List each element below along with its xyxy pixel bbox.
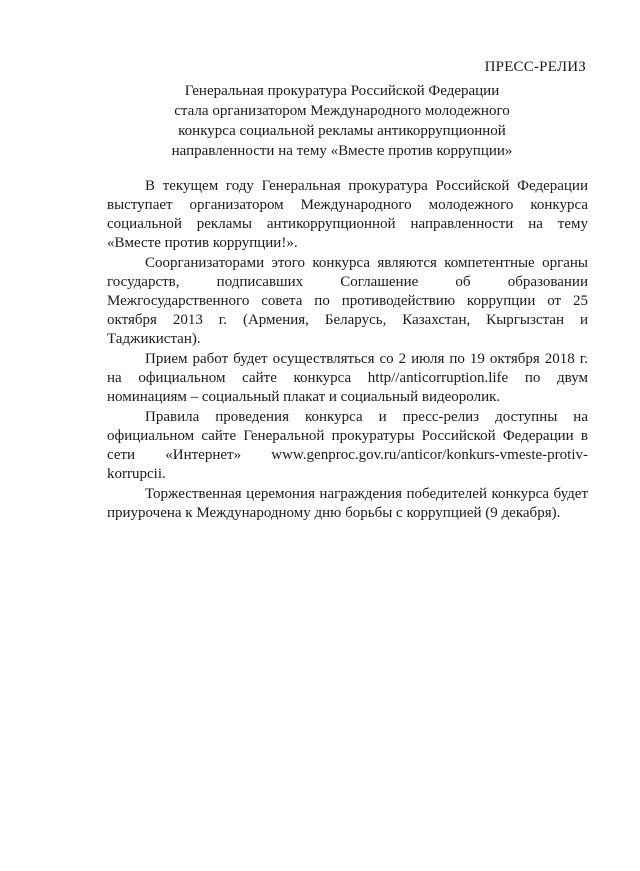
title-line: направленности на тему «Вместе против коррупции» [171,143,513,159]
paragraph-submission: Прием работ будет осуществляться со 2 июля по 19 октября 2018 г. на официальном сайте конкурса http//anticorruption.life по двум номинациям – социальный плакат и социальный видеоролик. [107,351,588,405]
document-body [107,177,588,523]
paragraph-organizer: В текущем году Генеральная прокуратура Российской Федерации выступает организатором Международного молодежного конкурса социальной рекламы антикоррупционной направленности на тему «Вместе против коррупции!». [107,178,588,251]
paragraph-rules: Правила проведения конкурса и пресс-релиз доступны на официальном сайте Генеральной прокуратуры Российской Федерации в сети «Интернет» www.genproc.gov.ru/anticor/konkurs-vmeste-protiv-korrupcii. [107,409,588,482]
document-title [156,81,528,161]
title-line: Генеральная прокуратура Российской Федерации [184,83,500,99]
title-line: конкурса социальной рекламы антикоррупционной [178,123,506,139]
paragraph-ceremony: Торжественная церемония награждения победителей конкурса будет приурочена к Международному дню борьбы с коррупцией (9 декабря). [107,486,588,521]
press-release-label: ПРЕСС-РЕЛИЗ [484,59,586,75]
title-line: стала организатором Международного молодежного [174,103,510,119]
paragraph-coorganizers: Соорганизаторами этого конкурса являются компетентные органы государств, подписавших Соглашение об образовании Межгосударственного совета по противодействию коррупции от 25 октября 2013 г. (Армения, Беларусь, Казахстан, Кыргызстан и Таджикистан). [107,255,588,347]
